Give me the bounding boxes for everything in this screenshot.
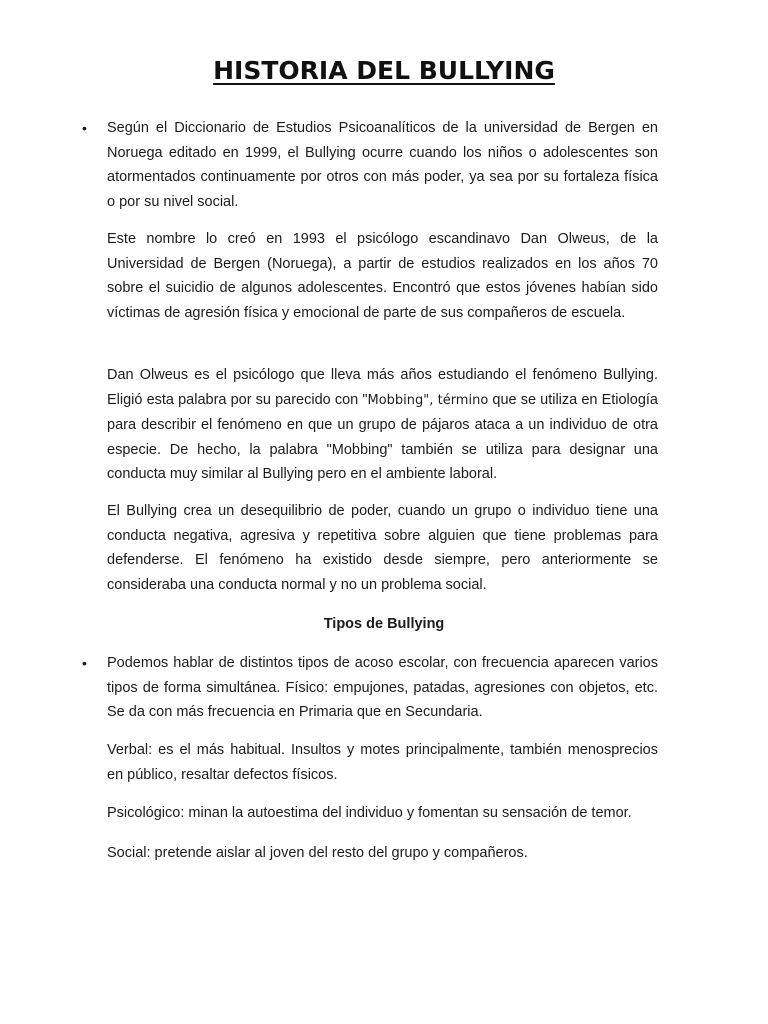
document-title: HISTORIA DEL BULLYING [213,56,555,85]
paragraph-olweus [107,363,658,487]
bullet-icon: • [82,120,87,136]
paragraph-origin: Este nombre lo creó en 1993 el psicólogo escandinavo Dan Olweus, de la Universidad de Bergen (Noruega), a partir de estudios realizados en los años 70 sobre el suicidio de algunos adolescentes. Encontró que estos jóvenes habían sido víctimas de agresión física y emocional de parte de sus compañeros de escuela. [107,231,658,321]
paragraph-power-imbalance: El Bullying crea un desequilibrio de poder, cuando un grupo o individuo tiene una conducta negativa, agresiva y repetitiva sobre alguien que tiene problemas para defenderse. El fenómeno ha existido desde siempre, pero anteriormente se consideraba una conducta normal y no un problema social. [107,503,658,593]
paragraph-verbal: Verbal: es el más habitual. Insultos y motes principalmente, también menosprecios en público, resaltar defectos físicos. [107,742,658,783]
olweus-text-end: que se utiliza en Etiología para describir el fenómeno en que un grupo de pájaros ataca a un individuo de otra especie. De hecho, la palabra "Mobbing" también se utiliza para designar una conducta muy similar al Bullying pero en el ambiente laboral. [107,391,658,482]
paragraph-definition: Según el Diccionario de Estudios Psicoanalíticos de la universidad de Bergen en Noruega editado en 1999, el Bullying ocurre cuando los niños o adolescentes son atormentados continuamente por otros con más poder, ya sea por su fortaleza física o por su nivel social. [107,120,658,210]
paragraph-social: Social: pretende aislar al joven del resto del grupo y compañeros. [107,845,528,861]
mobbing-term: Mobbing", término [367,392,489,408]
paragraph-types-intro: Podemos hablar de distintos tipos de acoso escolar, con frecuencia aparecen varios tipos de forma simultánea. Físico: empujones, patadas, agresiones con objetos, etc. Se da con más frecuencia en Primaria que en Secundaria. [107,655,658,720]
bullet-icon: • [82,655,87,671]
section-title: Tipos de Bullying [323,616,445,632]
olweus-text-start: Dan Olweus es el psicólogo que lleva más años estudiando el fenómeno Bullying. Eligió esta palabra por su parecido con " [107,367,658,408]
paragraph-psicologico: Psicológico: minan la autoestima del individuo y fomentan su sensación de temor. [107,805,632,821]
